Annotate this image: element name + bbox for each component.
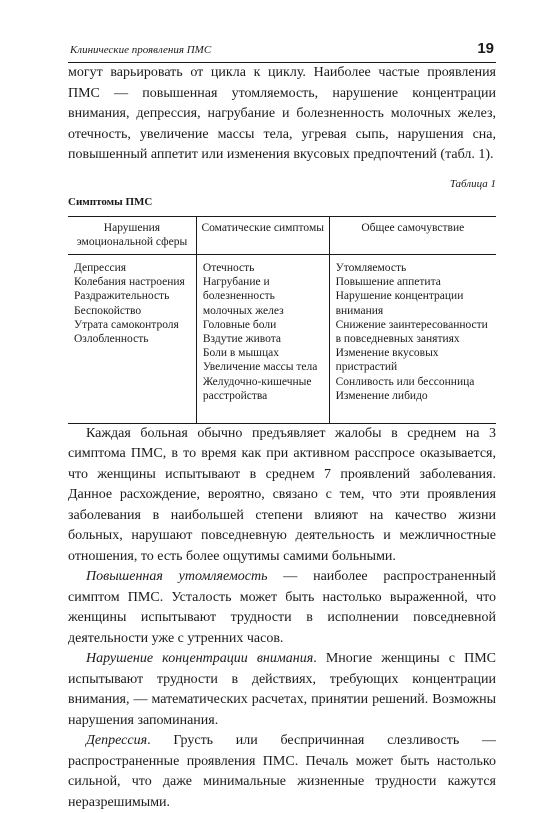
list-item: Утрата самоконтроля [74, 318, 179, 331]
list-item: Озлобленность [74, 332, 149, 345]
fatigue-text: — наиболее распространенный симптом ПМС. Усталость может быть настолько выраженной, что женщины испытывают трудности в исполнении повседневной деятельности уже с утренних часов. [68, 569, 496, 646]
depression-text: . Грусть или беспричинная слезливость — распространенные проявления ПМС. Печаль может быть настолько сильной, что даже минимальные жизненные трудности кажутся неразрешимыми. [68, 733, 496, 810]
depression-lead: Депрессия [86, 733, 148, 749]
depression-paragraph [68, 731, 496, 813]
symptoms-table [68, 216, 496, 424]
book-page [68, 40, 496, 813]
list-item: Нагрубание и болезненность молочных желез [202, 276, 284, 317]
complaints-paragraph: Каждая больная обычно предъявляет жалобы в среднем на 3 симптома ПМС, в то время как при активном расспросе оказывается, что женщины испытывают в среднем 7 проявлений заболевания. Данное расхождение, вероятно, связано с тем, что эти проявления заболевания в наибольшей степени влияют на качество жизни больных, нарушают повседневную деятельность и межличностные отношения, то есть более ощутимы самими больными. [68, 425, 496, 564]
attention-lead: Нарушение концентрации внимания [86, 651, 314, 667]
page-number: 19 [477, 40, 494, 57]
table-header-general: Общее самочувствие [329, 216, 496, 254]
table-header-emotional: Нарушения эмоциональной сферы [68, 216, 196, 254]
list-item: Отечность [202, 261, 255, 274]
table-header-row [68, 216, 496, 254]
list-item: Боли в мышцах [202, 347, 280, 360]
page-header [68, 40, 496, 63]
table-title: Симптомы ПМС [68, 195, 153, 208]
attention-paragraph [68, 649, 496, 731]
general-column [329, 254, 496, 423]
fatigue-lead: Повышенная утомляемость [86, 569, 268, 585]
list-item: Беспокойство [74, 304, 142, 317]
list-item: Головные боли [202, 318, 277, 331]
table-header-somatic: Соматические симптомы [196, 216, 329, 254]
list-item: Повышение аппетита [335, 276, 441, 289]
list-item: Изменение вкусовых пристрастий [335, 347, 439, 374]
list-item: Вздутие живота [202, 332, 281, 345]
table-caption: Таблица 1 [449, 177, 496, 190]
intro-paragraph: могут варьировать от цикла к циклу. Наиболее частые проявления ПМС — повышенная утомляемость, нарушение концентрации внимания, депрессия, нагрубание и болезненность молочных желез, отечность, увеличение массы тела, угревая сыпь, нарушения сна, повышенный аппетит или изменения вкусовых предпочтений (табл. 1). [68, 65, 496, 162]
list-item: Увеличение массы тела [202, 361, 318, 374]
attention-text: . Многие женщины с ПМС испытывают трудности в действиях, требующих концентрации внимания, — математических расчетах, принятии решений. Возможны нарушения запоминания. [68, 651, 496, 728]
list-item: Желудочно-кишечные расстройства [202, 375, 312, 402]
list-item: Раздражительность [74, 290, 170, 303]
list-item: Колебания настроения [74, 276, 185, 289]
emotional-column [68, 254, 196, 423]
table-row [68, 254, 496, 423]
list-item: Нарушение концентрации внимания [335, 290, 464, 317]
list-item: Депрессия [74, 261, 127, 274]
list-item: Утомляемость [335, 261, 407, 274]
fatigue-paragraph [68, 567, 496, 649]
list-item: Сонливость или бессонница [335, 375, 475, 388]
running-title: Клинические проявления ПМС [70, 44, 212, 56]
list-item: Изменение либидо [335, 389, 428, 402]
list-item: Снижение заинтересованности в повседневных занятиях [335, 318, 488, 345]
somatic-column [196, 254, 329, 423]
